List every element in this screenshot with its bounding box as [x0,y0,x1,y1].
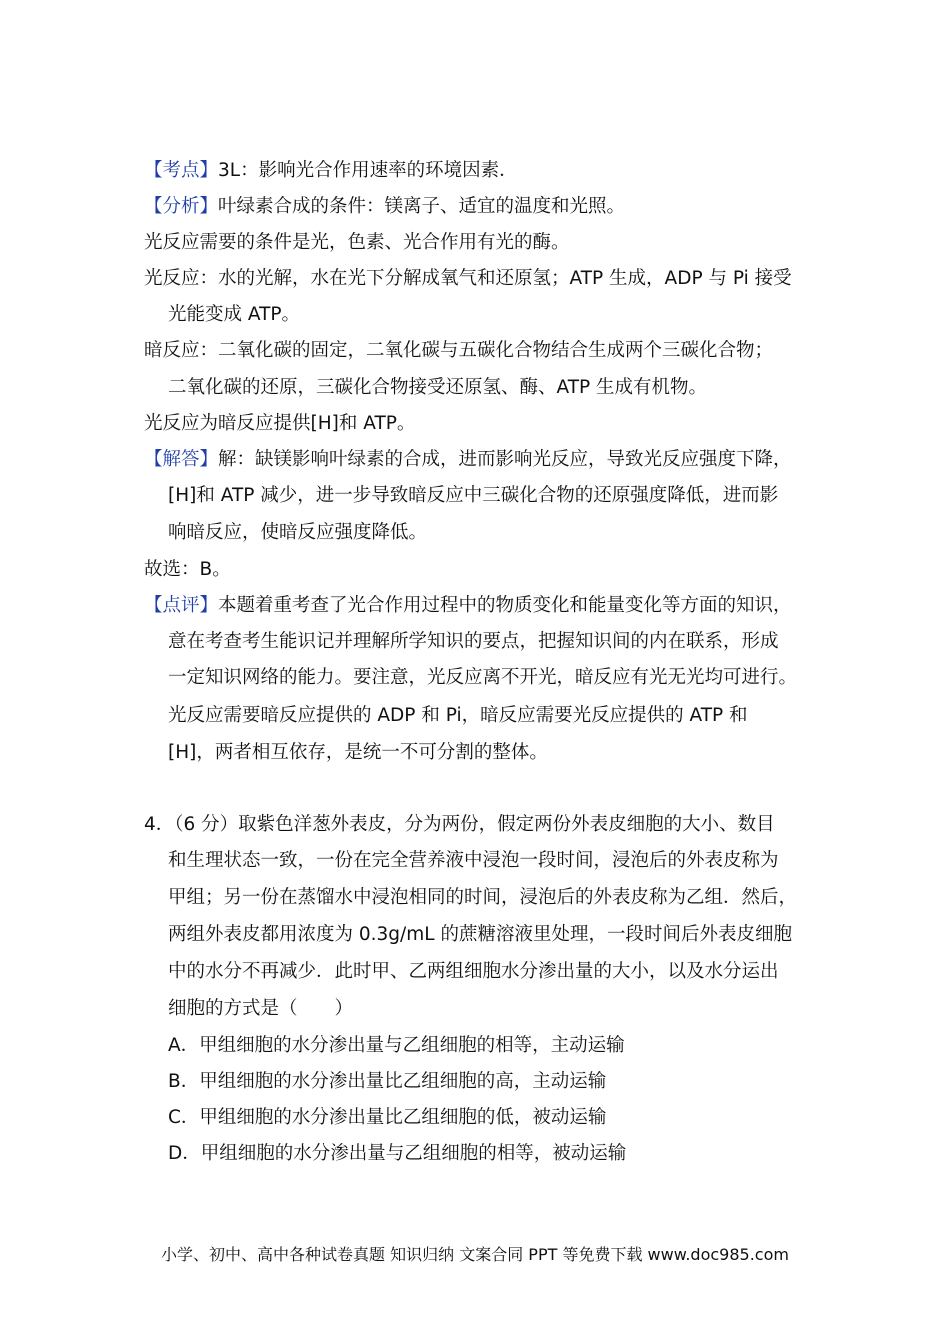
dianping-line-4: 光反应需要暗反应提供的 ADP 和 Pi，暗反应需要光反应提供的 ATP 和 [168,705,748,726]
dianping-text: 本题着重考查了光合作用过程中的物质变化和能量变化等方面的知识， [218,595,792,616]
question-stem-2: 和生理状态一致，一份在完全营养液中浸泡一段时间，浸泡后的外表皮称为 [168,850,779,871]
question-stem-6: 细胞的方式是（ ） [168,998,354,1019]
answer-line: 故选：B。 [144,559,231,580]
kaodian-line [144,158,518,184]
jieda-line-3: 响暗反应，使暗反应强度降低。 [168,522,428,543]
jieda-text: 解：缺镁影响叶绿素的合成，进而影响光反应，导致光反应强度下降， [218,449,792,470]
page-footer: 小学、初中、高中各种试卷真题 知识归纳 文案合同 PPT 等免费下载 www.doc985.com [161,1245,789,1264]
question-stem-3: 甲组；另一份在蒸馏水中浸泡相同的时间，浸泡后的外表皮称为乙组．然后， [168,887,798,908]
dianping-line [144,593,792,619]
option-c: C．甲组细胞的水分渗出量比乙组细胞的低，被动运输 [168,1107,607,1128]
dianping-line-5: [H]，两者相互依存，是统一不可分割的整体。 [168,742,548,763]
jieda-line [144,447,792,473]
kaodian-text: 3L：影响光合作用速率的环境因素． [218,160,518,181]
kaodian-tag: 【考点】 [144,160,219,181]
fenxi-line-3: 光能变成 ATP。 [168,304,301,325]
fenxi-tag: 【分析】 [144,196,219,217]
dianping-line-3: 一定知识网络的能力。要注意，光反应离不开光，暗反应有光无光均可进行。 [168,667,798,688]
option-a: A．甲组细胞的水分渗出量与乙组细胞的相等，主动运输 [168,1035,625,1056]
jieda-tag: 【解答】 [144,449,219,470]
dianping-line-2: 意在考查考生能识记并理解所学知识的要点，把握知识间的内在联系，形成 [168,631,779,652]
fenxi-line-1: 光反应需要的条件是光，色素、光合作用有光的酶。 [144,232,570,253]
fenxi-line-2: 光反应：水的光解，水在光下分解成氧气和还原氢；ATP 生成，ADP 与 Pi 接受 [144,268,792,289]
dianping-tag: 【点评】 [144,595,219,616]
fenxi-line-6: 光反应为暗反应提供[H]和 ATP。 [144,413,416,434]
option-d: D．甲组细胞的水分渗出量与乙组细胞的相等，被动运输 [168,1143,627,1164]
question-stem-4: 两组外表皮都用浓度为 0.3g/mL 的蔗糖溶液里处理，一段时间后外表皮细胞 [168,924,792,945]
jieda-line-2: [H]和 ATP 减少，进一步导致暗反应中三碳化合物的还原强度降低，进而影 [168,485,779,506]
question-stem-1: 4．（6 分）取紫色洋葱外表皮，分为两份，假定两份外表皮细胞的大小、数目 [144,814,775,835]
fenxi-line [144,194,625,220]
fenxi-line-4: 暗反应：二氧化碳的固定，二氧化碳与五碳化合物结合生成两个三碳化合物； [144,340,774,361]
fenxi-line-5: 二氧化碳的还原，三碳化合物接受还原氢、酶、ATP 生成有机物。 [168,377,708,398]
fenxi-text: 叶绿素合成的条件：镁离子、适宜的温度和光照。 [218,196,626,217]
option-b: B．甲组细胞的水分渗出量比乙组细胞的高，主动运输 [168,1071,607,1092]
question-stem-5: 中的水分不再减少．此时甲、乙两组细胞水分渗出量的大小，以及水分运出 [168,961,779,982]
